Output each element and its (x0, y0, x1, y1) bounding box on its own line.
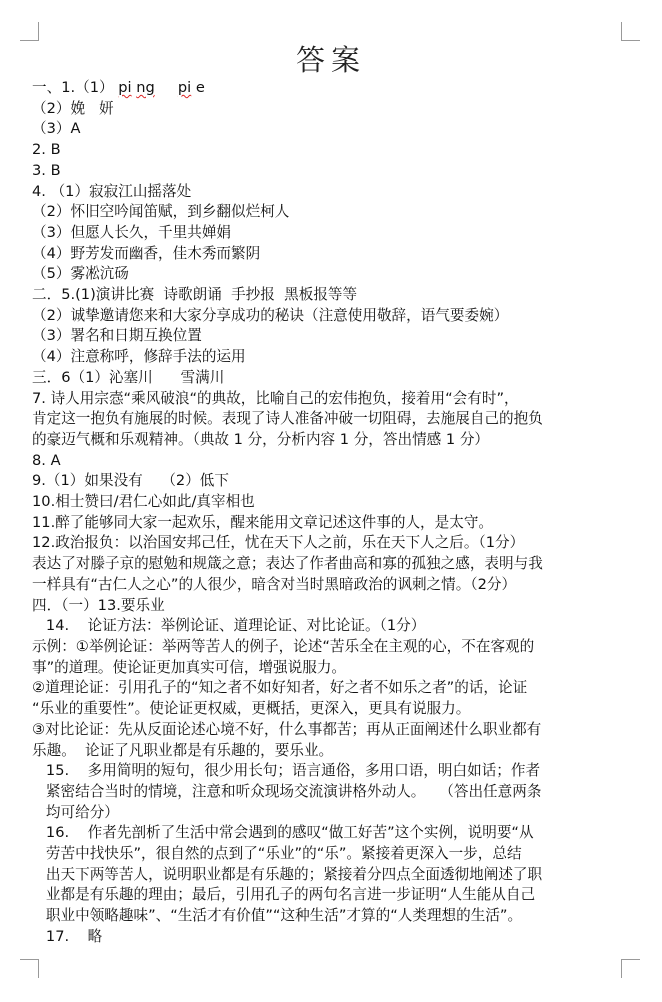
answer-line: （2）娩 妍 (32, 99, 114, 117)
answer-line: （5）雾凇沆砀 (32, 265, 129, 283)
answer-line: （3）但愿人长久，千里共婵娟 (32, 223, 232, 241)
answer-line: 8. A (32, 451, 61, 469)
pinyin-text: pi (177, 79, 192, 96)
answer-line: 4. （1）寂寂江山摇落处 (32, 182, 192, 200)
answer-line: 的豪迈气概和乐观精神。（典故 1 分，分析内容 1 分，答出情感 1 分） (32, 430, 490, 448)
answer-line: 肯定这一抱负有施展的时候。表现了诗人准备冲破一切阻碍，去施展自己的抱负 (32, 410, 543, 428)
answer-line: 事”的道理。使论证更加真实可信，增强说服力。 (32, 658, 347, 676)
answer-line: （2）诚挚邀请您来和大家分享成功的秘诀（注意使用敬辞，语气要委婉） (32, 306, 509, 324)
answer-line: 出天下两等苦人，说明职业都是有乐趣的；紧接着分四点全面透彻地阐述了职 (32, 865, 543, 883)
pinyin-text: pi (118, 79, 132, 96)
corner-mark-bottom-right (621, 959, 640, 978)
answer-line: 10.相士赞曰/君仁心如此/真宰相也 (32, 493, 255, 511)
answer-line: “乐业的重要性”。使论证更权威，更概括，更深入，更具有说服力。 (32, 700, 471, 718)
answer-line: 2. B (32, 141, 61, 159)
answer-line: （2）怀旧空吟闻笛赋，到乡翻似烂柯人 (32, 203, 290, 221)
answer-line: 11.醉了能够同大家一起欢乐，醒来能用文章记述这件事的人，是太守。 (32, 513, 494, 531)
answer-line: ②道理论证：引用孔子的“知之者不如好知者，好之者不如乐之者”的话，论证 (32, 679, 528, 697)
answer-line: 12.政治报负：以治国安邦己任，忧在天下人之前，乐在天下人之后。（1分） (32, 534, 525, 552)
answer-line: ③对比论证：先从反面论述心境不好，什么事都苦；再从正面阐述什么职业都有 (32, 720, 542, 738)
pinyin-text: e (195, 79, 205, 96)
answer-line: 一样具有“古仁人之心”的人很少，暗含对当时黑暗政治的讽刺之情。（2分） (32, 575, 517, 593)
pinyin-text: ng (136, 79, 155, 96)
answer-line: 劳苦中找快乐”，很自然的点到了“乐业”的“乐”。紧接着更深入一步，总结 (32, 845, 522, 863)
answer-line: 乐趣。 论证了凡职业都是有乐趣的，要乐业。 (32, 741, 334, 759)
answer-body (32, 78, 632, 948)
answer-line: 示例：①举例论证：举两等苦人的例子，论述“苦乐全在主观的心，不在客观的 (32, 637, 535, 655)
answer-line: 紧密结合当时的情境，注意和听众现场交流演讲格外动人。 （答出任意两条 (32, 782, 542, 800)
answer-line: （4）注意称呼，修辞手法的运用 (32, 348, 246, 366)
answer-line: （3）A (32, 120, 81, 138)
answer-line: 7. 诗人用宗悫“乘风破浪“的典故，比喻自己的宏伟抱负，接着用“会有时”， (32, 389, 519, 407)
answer-line: 四．（一）13.要乐业 (32, 596, 165, 614)
answer-line: 表达了对滕子京的慰勉和规箴之意；表达了作者曲高和寡的孤独之感，表明与我 (32, 555, 543, 573)
answer-line: 职业中领略趣味”、“生活才有价值”“这种生活”才算的“人类理想的生活”。 (32, 907, 523, 925)
answer-line: （3）署名和日期互换位置 (32, 327, 202, 345)
answer-line: 17. 略 (32, 927, 103, 945)
corner-mark-bottom-left (20, 959, 39, 978)
answer-line: 14. 论证方法：举例论证、道理论证、对比论证。（1分） (32, 617, 426, 635)
answer-line: （4）野芳发而幽香，佳木秀而繁阴 (32, 244, 261, 262)
answer-line: 3. B (32, 161, 61, 179)
answer-line: 16. 作者先剖析了生活中常会遇到的感叹“做工好苦”这个实例，说明要“从 (32, 824, 534, 842)
answer-text: 一、1.（1） (32, 79, 114, 96)
answer-line: 15. 多用简明的短句，很少用长句；语言通俗，多用口语，明白如话；作者 (32, 762, 541, 780)
answer-line: 均可给分） (32, 803, 119, 821)
page-title: 答案 (295, 43, 366, 77)
answer-line: 9.（1）如果没有 （2）低下 (32, 472, 229, 490)
answer-line: 三．6（1）沁塞川 雪满川 (32, 368, 225, 386)
answer-line: 二．5.(1)演讲比赛 诗歌朗诵 手抄报 黑板报等等 (32, 286, 358, 304)
answer-line: 业都是有乐趣的理由；最后，引用孔子的两句名言进一步证明“人生能从自己 (32, 886, 536, 904)
answer-line (32, 78, 632, 99)
